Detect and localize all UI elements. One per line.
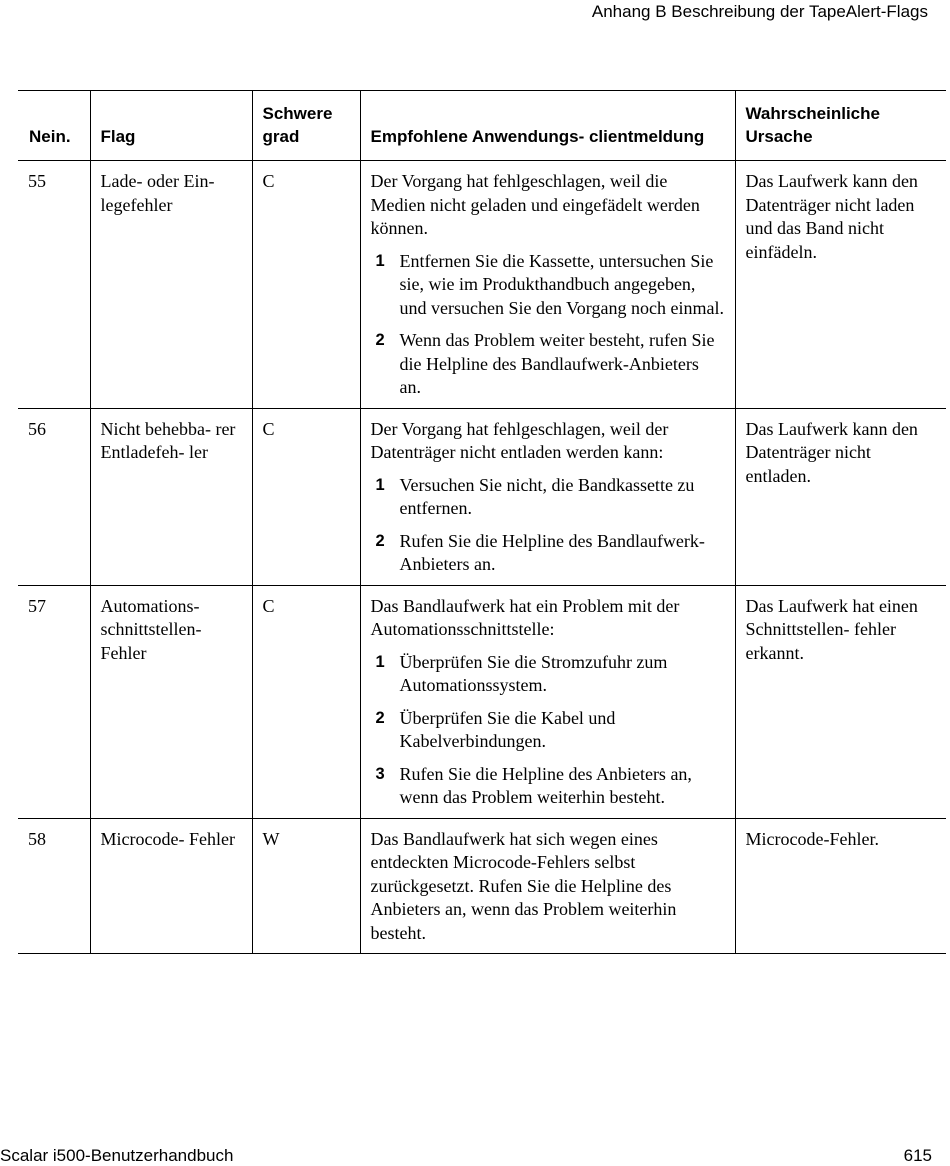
- step-number: 2: [375, 708, 385, 727]
- cause-cell: Das Laufwerk kann den Datenträger nicht laden und das Band nicht einfädeln.: [735, 161, 946, 409]
- column-header-cause: Wahrscheinliche Ursache: [735, 91, 946, 161]
- step-number: 2: [375, 531, 385, 550]
- step-item: [371, 651, 725, 698]
- severity-cell: C: [252, 585, 360, 818]
- message-text: Das Bandlaufwerk hat sich wegen eines entdeckten Microcode-Fehlers selbst zurückgesetzt. Rufen Sie die Helpline des Anbieters an, wenn das Problem weiterhin besteht.: [370, 828, 677, 943]
- table-row: [18, 585, 946, 818]
- step-item: [371, 474, 725, 521]
- tapealert-flags-table: [18, 90, 946, 954]
- step-text: Versuchen Sie nicht, die Bandkassette zu entfernen.: [399, 474, 695, 518]
- message-cell: [360, 161, 735, 409]
- step-text: Rufen Sie die Helpline des Anbieters an, wenn das Problem weiterhin besteht.: [399, 763, 692, 807]
- cause-cell: Microcode-Fehler.: [735, 818, 946, 954]
- message-text: Das Bandlaufwerk hat ein Problem mit der Automationsschnittstelle:: [370, 595, 680, 639]
- message-cell: [360, 585, 735, 818]
- flag-number-cell: 55: [18, 161, 90, 409]
- step-item: [371, 250, 725, 321]
- flag-number-cell: 57: [18, 585, 90, 818]
- step-text: Wenn das Problem weiter besteht, rufen Sie die Helpline des Bandlaufwerk-Anbieters an.: [399, 330, 715, 397]
- table-header-row: [18, 91, 946, 161]
- step-item: [371, 329, 725, 400]
- step-text: Rufen Sie die Helpline des Bandlaufwerk-Anbieters an.: [399, 530, 705, 574]
- severity-cell: W: [252, 818, 360, 954]
- flag-name-cell: Nicht behebba- rer Entladefeh- ler: [90, 408, 252, 585]
- flag-name-cell: Microcode- Fehler: [90, 818, 252, 954]
- step-number: 1: [375, 652, 385, 671]
- message-cell: [360, 818, 735, 954]
- column-header-severity: Schwere grad: [252, 91, 360, 161]
- step-number: 1: [375, 251, 385, 270]
- flag-number-cell: 58: [18, 818, 90, 954]
- step-item: [371, 763, 725, 810]
- flag-name-cell: Lade- oder Ein- legefehler: [90, 161, 252, 409]
- footer-title: Scalar i500-Benutzerhandbuch: [0, 1146, 234, 1165]
- severity-cell: C: [252, 408, 360, 585]
- column-header-flag: Flag: [90, 91, 252, 161]
- step-number: 1: [375, 475, 385, 494]
- step-number: 3: [375, 764, 385, 783]
- table-row: [18, 408, 946, 585]
- severity-cell: C: [252, 161, 360, 409]
- step-text: Überprüfen Sie die Kabel und Kabelverbindungen.: [399, 707, 616, 751]
- cause-cell: Das Laufwerk kann den Datenträger nicht entladen.: [735, 408, 946, 585]
- step-number: 2: [375, 331, 385, 349]
- step-text: Entfernen Sie die Kassette, untersuchen Sie sie, wie im Produkthandbuch angegeben, und versuchen Sie den Vorgang noch einmal.: [399, 250, 724, 318]
- page-number: 615: [903, 1146, 932, 1165]
- running-header: Anhang B Beschreibung der TapeAlert-Flags: [591, 2, 928, 21]
- message-text: Der Vorgang hat fehlgeschlagen, weil der Datenträger nicht entladen werden kann:: [370, 418, 669, 462]
- step-item: [371, 530, 725, 577]
- flag-name-cell: Automations- schnittstellen- Fehler: [90, 585, 252, 818]
- flag-number-cell: 56: [18, 408, 90, 585]
- message-text: Der Vorgang hat fehlgeschlagen, weil die Medien nicht geladen und eingefädelt werden können.: [370, 171, 700, 238]
- step-text: Überprüfen Sie die Stromzufuhr zum Automationssystem.: [399, 651, 668, 695]
- column-header-no: Nein.: [18, 91, 90, 161]
- cause-cell: Das Laufwerk hat einen Schnittstellen- fehler erkannt.: [735, 585, 946, 818]
- message-cell: [360, 408, 735, 585]
- table-row: [18, 161, 946, 409]
- step-item: [371, 707, 725, 754]
- column-header-message: Empfohlene Anwendungs- clientmeldung: [360, 91, 735, 161]
- table-row: [18, 818, 946, 954]
